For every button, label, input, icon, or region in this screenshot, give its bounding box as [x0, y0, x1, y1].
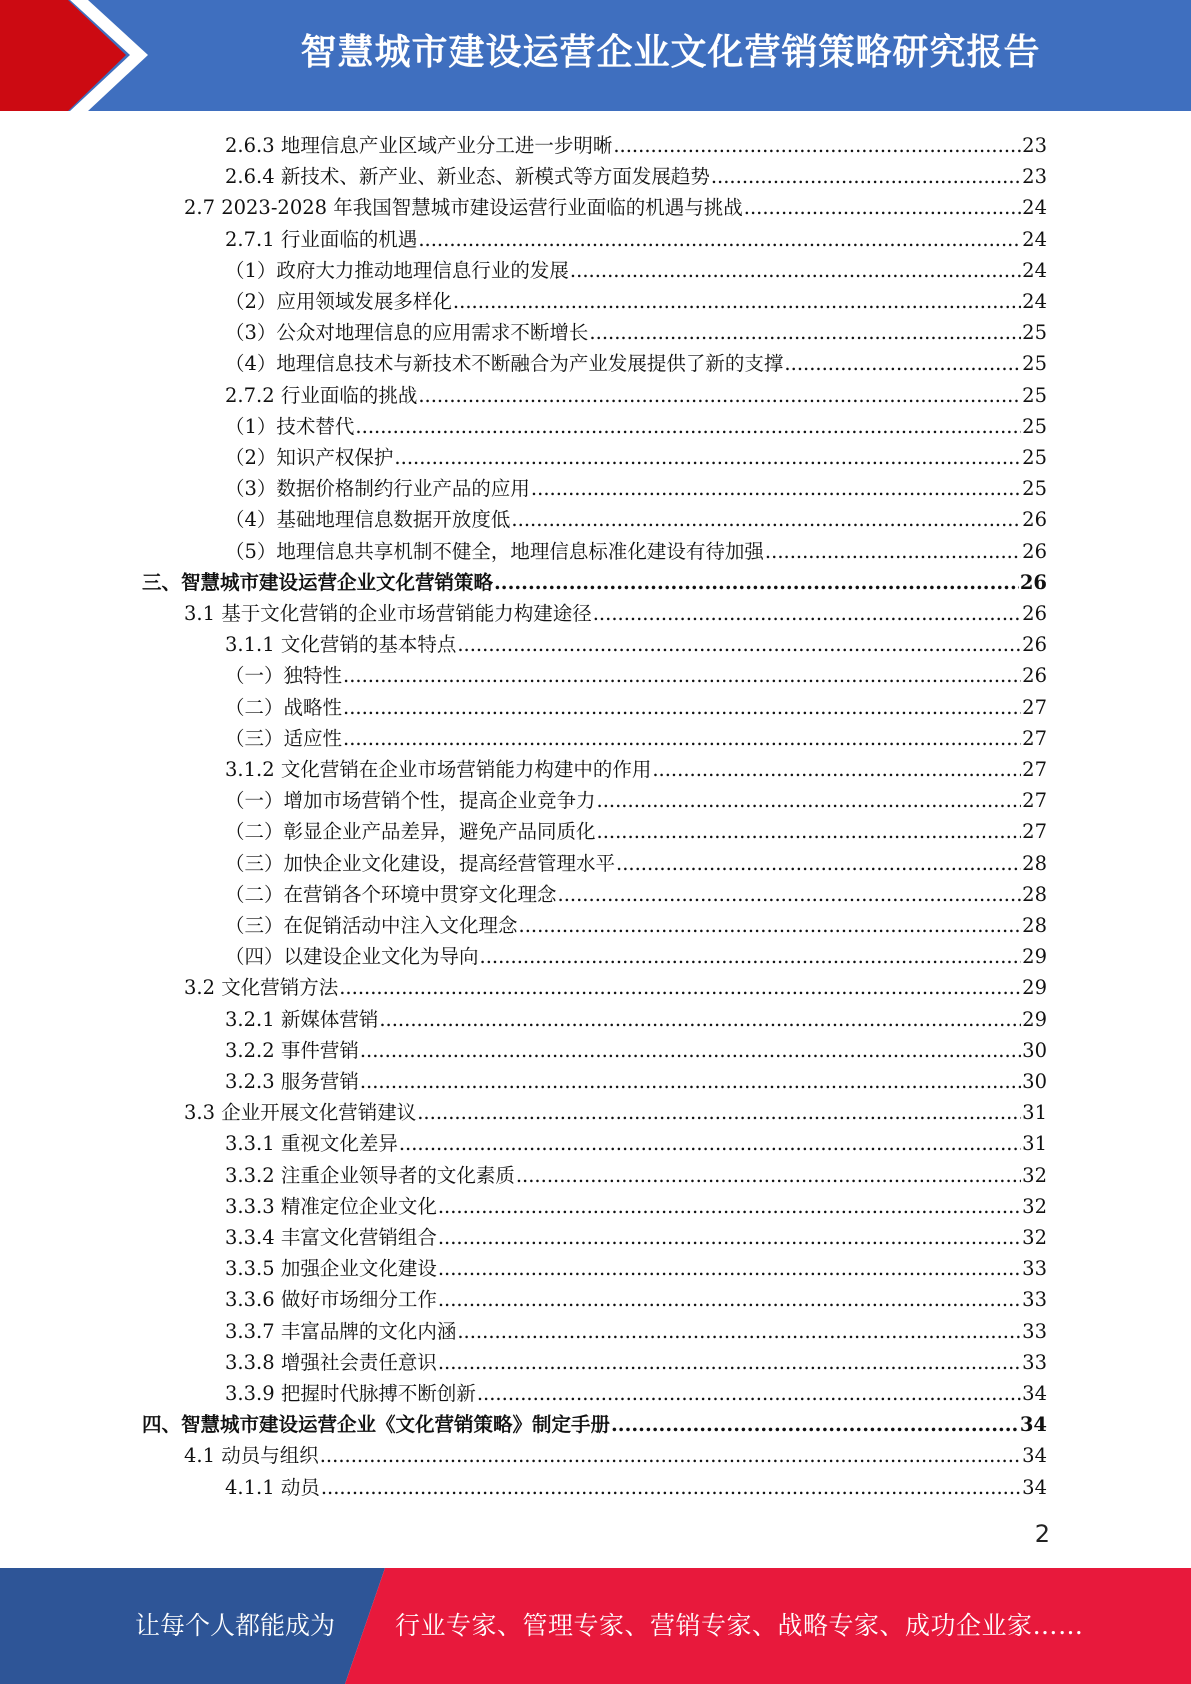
- toc-entry[interactable]: [225, 1002, 1047, 1033]
- toc-leader-dots: [379, 1007, 1021, 1033]
- toc-entry-page: 23: [1022, 165, 1047, 189]
- footer-slogan-left: 让每个人都能成为: [134, 1611, 335, 1640]
- toc-entry-title: （三）适应性: [225, 726, 343, 750]
- toc-entry-title: （二）在营销各个环境中贯穿文化理念: [225, 882, 557, 906]
- toc-entry-page: 26: [1022, 633, 1047, 657]
- toc-leader-dots: [784, 351, 1021, 377]
- toc-entry-page: 25: [1022, 446, 1047, 469]
- toc-entry-page: 25: [1022, 477, 1047, 501]
- toc-entry-page: 34: [1022, 1444, 1047, 1468]
- toc-entry-page: 33: [1022, 1257, 1047, 1281]
- toc-leader-dots: [438, 1194, 1021, 1220]
- toc-entry[interactable]: [142, 1407, 1047, 1438]
- header-bar: [0, 0, 1191, 111]
- toc-leader-dots: [438, 1350, 1021, 1376]
- toc-entry-title: 2.6.4 新技术、新产业、新业态、新模式等方面发展趋势: [225, 165, 710, 189]
- toc-entry-page: 30: [1022, 1070, 1047, 1093]
- toc-entry[interactable]: [225, 159, 1047, 190]
- toc-entry[interactable]: [225, 877, 1047, 908]
- toc-entry[interactable]: [225, 128, 1047, 159]
- toc-entry-title: 3.3.5 加强企业文化建设: [225, 1257, 437, 1281]
- toc-entry-title: 4.1 动员与组织: [184, 1444, 319, 1468]
- toc-entry-title: 3.1.2 文化营销在企业市场营销能力构建中的作用: [225, 758, 652, 781]
- toc-entry-title: 3.2.1 新媒体营销: [225, 1007, 379, 1031]
- toc-entry-title: （4）基础地理信息数据开放度低: [225, 508, 511, 532]
- footer-slogan-right: 行业专家、管理专家、营销专家、战略专家、成功企业家……: [395, 1611, 1084, 1640]
- toc-entry-title: 3.3.4 丰富文化营销组合: [225, 1226, 437, 1249]
- toc-entry-page: 34: [1022, 1382, 1047, 1405]
- toc-leader-dots: [558, 882, 1022, 908]
- toc-entry-title: 3.3.7 丰富品牌的文化内涵: [225, 1319, 457, 1343]
- toc-entry-page: 32: [1022, 1163, 1047, 1187]
- toc-entry-title: 3.2.2 事件营销: [225, 1038, 359, 1062]
- toc-entry[interactable]: [184, 1095, 1047, 1126]
- toc-entry-page: 27: [1022, 820, 1047, 844]
- toc-entry[interactable]: [225, 1470, 1047, 1501]
- toc-entry-title: （三）在促销活动中注入文化理念: [225, 914, 518, 937]
- toc-entry-title: 4.1.1 动员: [225, 1475, 320, 1499]
- toc-entry-page: 27: [1022, 695, 1047, 719]
- toc-entry-page: 32: [1022, 1194, 1047, 1218]
- toc-entry-title: （四）以建设企业文化为导向: [225, 945, 479, 969]
- toc-entry-page: 28: [1022, 882, 1047, 906]
- toc-entry-title: 3.3.1 重视文化差异: [225, 1132, 398, 1156]
- toc-entry-title: （1）政府大力推动地理信息行业的发展: [225, 258, 569, 282]
- toc-entry-title: （2）应用领域发展多样化: [225, 290, 452, 313]
- toc-leader-dots: [593, 601, 1021, 627]
- toc-leader-dots: [418, 383, 1021, 409]
- toc-leader-dots: [343, 663, 1021, 689]
- toc-entry-title: （三）加快企业文化建设，提高经营管理水平: [225, 851, 616, 875]
- toc-entry-page: 25: [1022, 414, 1047, 438]
- toc-entry[interactable]: [225, 409, 1047, 440]
- toc-entry-page: 33: [1022, 1319, 1047, 1343]
- toc-entry-title: 3.3.2 注重企业领导者的文化素质: [225, 1163, 515, 1187]
- page-number: 2: [1034, 1520, 1050, 1548]
- toc-entry[interactable]: [225, 502, 1047, 533]
- toc-leader-dots: [417, 1100, 1021, 1126]
- toc-entry[interactable]: [225, 939, 1047, 970]
- toc-entry-title: （2）知识产权保护: [225, 446, 394, 469]
- toc-leader-dots: [652, 757, 1021, 783]
- toc-entry-page: 26: [1022, 602, 1047, 625]
- toc-leader-dots: [457, 632, 1021, 658]
- toc-entry-title: （一）增加市场营销个性，提高企业竞争力: [225, 789, 596, 813]
- toc-entry-page: 24: [1022, 258, 1047, 282]
- toc-entry[interactable]: [142, 565, 1047, 596]
- toc-entry[interactable]: [225, 814, 1047, 845]
- toc-leader-dots: [477, 1381, 1021, 1407]
- toc-entry[interactable]: [225, 1282, 1047, 1313]
- toc-entry[interactable]: [225, 1033, 1047, 1064]
- toc-entry[interactable]: [184, 596, 1047, 627]
- toc-entry[interactable]: [225, 1158, 1047, 1189]
- toc-entry[interactable]: [225, 284, 1047, 315]
- toc-leader-dots: [611, 1412, 1019, 1438]
- toc-entry-title: 3.3.8 增强社会责任意识: [225, 1350, 437, 1374]
- toc-entry-page: 27: [1022, 758, 1047, 781]
- toc-entry[interactable]: [225, 440, 1047, 471]
- toc-entry-page: 24: [1022, 290, 1047, 313]
- toc-leader-dots: [399, 1131, 1021, 1157]
- toc-entry-title: 3.1.1 文化营销的基本特点: [225, 633, 457, 657]
- toc-leader-dots: [418, 227, 1021, 253]
- header-chevron-decoration: [0, 0, 160, 111]
- toc-entry-title: 3.3.3 精准定位企业文化: [225, 1194, 437, 1218]
- toc-entry-page: 26: [1022, 508, 1047, 532]
- toc-entry[interactable]: [225, 908, 1047, 939]
- toc-entry[interactable]: [225, 1314, 1047, 1345]
- footer-banner: [0, 1568, 1191, 1684]
- report-title: 智慧城市建设运营企业文化营销策略研究报告: [300, 32, 1041, 73]
- toc-entry[interactable]: [225, 846, 1047, 877]
- toc-entry-page: 31: [1022, 1101, 1047, 1125]
- toc-entry-title: （二）战略性: [225, 695, 343, 719]
- toc-entry-title: 3.3 企业开展文化营销建议: [184, 1101, 417, 1125]
- toc-entry-title: 3.2 文化营销方法: [184, 976, 339, 1000]
- toc-entry[interactable]: [225, 721, 1047, 752]
- toc-entry-title: 2.7 2023-2028 年我国智慧城市建设运营行业面临的机遇与挑战: [184, 196, 743, 220]
- toc-leader-dots: [597, 788, 1022, 814]
- toc-entry-title: 2.7.2 行业面临的挑战: [225, 383, 418, 407]
- toc-leader-dots: [531, 476, 1021, 502]
- toc-leader-dots: [519, 913, 1022, 939]
- toc-leader-dots: [744, 195, 1021, 221]
- toc-leader-dots: [394, 445, 1021, 471]
- toc-entry-page: 26: [1022, 539, 1047, 563]
- toc-entry-page: 29: [1022, 976, 1047, 1000]
- toc-leader-dots: [438, 1256, 1021, 1282]
- toc-entry-title: 3.2.3 服务营销: [225, 1070, 359, 1093]
- toc-entry-page: 34: [1019, 1413, 1047, 1437]
- toc-entry[interactable]: [225, 658, 1047, 689]
- toc-entry[interactable]: [184, 190, 1047, 221]
- toc-entry[interactable]: [184, 970, 1047, 1001]
- toc-leader-dots: [494, 570, 1019, 596]
- toc-entry-page: 28: [1022, 851, 1047, 875]
- toc-leader-dots: [360, 1038, 1021, 1064]
- toc-leader-dots: [360, 1069, 1021, 1095]
- toc-entry[interactable]: [225, 627, 1047, 658]
- toc-leader-dots: [616, 851, 1021, 877]
- toc-entry-title: 2.6.3 地理信息产业区域产业分工进一步明晰: [225, 134, 613, 157]
- toc-entry[interactable]: [184, 1438, 1047, 1469]
- toc-entry[interactable]: [225, 253, 1047, 284]
- toc-entry-page: 24: [1022, 227, 1047, 251]
- toc-leader-dots: [570, 258, 1021, 284]
- toc-entry-page: 23: [1022, 134, 1047, 157]
- toc-entry[interactable]: [225, 1251, 1047, 1282]
- toc-entry-title: （二）彰显企业产品差异，避免产品同质化: [225, 820, 596, 844]
- toc-entry-page: 25: [1022, 352, 1047, 376]
- toc-entry-page: 34: [1022, 1475, 1047, 1499]
- toc-entry-title: 3.3.6 做好市场细分工作: [225, 1288, 437, 1312]
- toc-entry-title: （3）数据价格制约行业产品的应用: [225, 477, 530, 501]
- toc-entry-page: 27: [1022, 789, 1047, 813]
- toc-entry-page: 30: [1022, 1038, 1047, 1062]
- toc-leader-dots: [480, 944, 1022, 970]
- toc-leader-dots: [711, 164, 1021, 190]
- toc-entry-page: 32: [1022, 1226, 1047, 1249]
- toc-entry-page: 27: [1022, 726, 1047, 750]
- toc-entry[interactable]: [225, 471, 1047, 502]
- toc-entry[interactable]: [225, 1376, 1047, 1407]
- toc-entry-page: 24: [1022, 196, 1047, 220]
- toc-leader-dots: [320, 1443, 1021, 1469]
- toc-entry[interactable]: [225, 315, 1047, 346]
- toc-entry-title: （4）地理信息技术与新技术不断融合为产业发展提供了新的支撑: [225, 352, 784, 376]
- toc-entry-title: 四、智慧城市建设运营企业《文化营销策略》制定手册: [142, 1413, 611, 1437]
- toc-entry-page: 31: [1022, 1132, 1047, 1156]
- toc-leader-dots: [321, 1475, 1021, 1501]
- toc-entry-page: 29: [1022, 1007, 1047, 1031]
- toc-entry-page: 25: [1022, 383, 1047, 407]
- toc-entry[interactable]: [225, 1220, 1047, 1251]
- toc-entry[interactable]: [225, 378, 1047, 409]
- toc-entry[interactable]: [225, 690, 1047, 721]
- toc-entry-title: 三、智慧城市建设运营企业文化营销策略: [142, 570, 494, 594]
- toc-entry-title: （5）地理信息共享机制不健全，地理信息标准化建设有待加强: [225, 539, 764, 563]
- toc-entry-title: （1）技术替代: [225, 414, 355, 438]
- toc-entry[interactable]: [225, 752, 1047, 783]
- toc-leader-dots: [516, 1163, 1021, 1189]
- toc-leader-dots: [765, 539, 1021, 565]
- toc-entry-title: 3.1 基于文化营销的企业市场营销能力构建途径: [184, 602, 592, 625]
- toc-entry-title: （3）公众对地理信息的应用需求不断增长: [225, 321, 589, 345]
- toc-leader-dots: [438, 1287, 1021, 1313]
- toc-leader-dots: [438, 1225, 1021, 1251]
- toc-leader-dots: [511, 507, 1021, 533]
- toc-entry-title: （一）独特性: [225, 664, 343, 688]
- toc-leader-dots: [355, 414, 1021, 440]
- toc-leader-dots: [589, 320, 1021, 346]
- toc-leader-dots: [453, 289, 1021, 315]
- toc-entry-page: 28: [1022, 914, 1047, 937]
- toc-leader-dots: [457, 1319, 1021, 1345]
- toc-entry[interactable]: [225, 1064, 1047, 1095]
- toc-entry-page: 33: [1022, 1288, 1047, 1312]
- toc-entry-title: 3.3.9 把握时代脉搏不断创新: [225, 1382, 476, 1405]
- toc-entry-page: 26: [1019, 570, 1047, 594]
- toc-entry[interactable]: [225, 1345, 1047, 1376]
- toc-entry[interactable]: [225, 534, 1047, 565]
- toc-entry[interactable]: [225, 346, 1047, 377]
- toc-leader-dots: [343, 695, 1021, 721]
- toc-entry[interactable]: [225, 783, 1047, 814]
- toc-entry-page: 33: [1022, 1350, 1047, 1374]
- toc-leader-dots: [339, 975, 1021, 1001]
- toc-leader-dots: [343, 726, 1021, 752]
- toc-entry-page: 29: [1022, 945, 1047, 969]
- toc-leader-dots: [597, 819, 1022, 845]
- toc-leader-dots: [613, 133, 1021, 159]
- toc-entry[interactable]: [225, 222, 1047, 253]
- toc-entry-page: 26: [1022, 664, 1047, 688]
- toc-entry-page: 25: [1022, 321, 1047, 345]
- toc-entry[interactable]: [225, 1126, 1047, 1157]
- toc-entry-title: 2.7.1 行业面临的机遇: [225, 227, 418, 251]
- toc-entry[interactable]: [225, 1189, 1047, 1220]
